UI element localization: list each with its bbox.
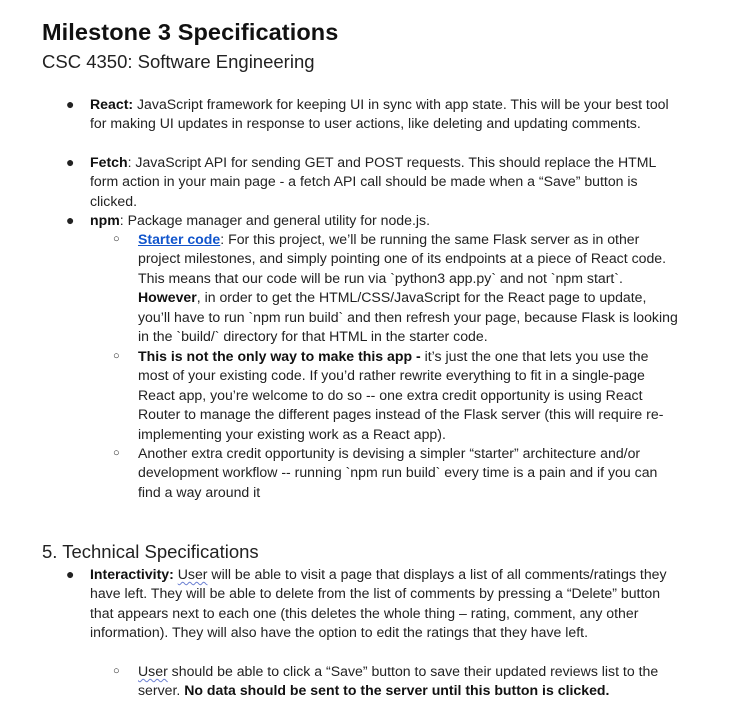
extra-credit-text: Another extra credit opportunity is devising a simpler “starter” architecture and/or development workflow -- running `npm run build` every time is a pain and if you can find a way around it — [138, 445, 658, 500]
not-only-way-text: it’s just the one that lets you use the most of your existing code. If you’d rather rewrite everything to fit in a single-page React app, you’re welcome to do so -- one extra credit opportunity is using React Router to manage the different pages instead of the Flask server (this will require re-implementing your existing work as a React app). — [138, 348, 664, 442]
not-only-way-bold: This is not the only way to make this app - — [138, 348, 421, 364]
bullet-circle-icon: ○ — [113, 233, 120, 245]
starter-text-1: : For this project, we’ll be running the same Flask server as in other project milestones, and simply pointing one of its endpoints at a piece of React code. This means that our code will be run via `python3 app.py` and not `npm start`. — [138, 231, 667, 286]
starter-code-link[interactable]: Starter code — [138, 231, 221, 247]
term-react: React: — [90, 96, 134, 112]
sublist-item-starter-code — [113, 230, 678, 346]
save-text: should be able to click a “Save” button to save their updated reviews list to the server. — [138, 663, 659, 699]
sublist-item-not-only-way — [113, 347, 678, 444]
bullet-disc-icon: ● — [66, 96, 75, 112]
bullet-circle-icon: ○ — [113, 447, 120, 459]
save-bold: No data should be sent to the server until this button is clicked. — [184, 682, 610, 699]
interactivity-text: will be able to visit a page that displays a list of all comments/ratings they have left. They will be able to delete from the list of comments by pressing a “Delete” button that appears next to each one (this deletes the whole thing – rating, comment, any other information). They will also have the option to edit the ratings that they have left. — [90, 566, 667, 641]
term-interactivity: Interactivity: — [90, 566, 174, 582]
list-item-react — [66, 95, 680, 134]
bullet-circle-icon: ○ — [113, 665, 120, 677]
list-item-interactivity — [66, 565, 680, 643]
term-npm: npm — [90, 212, 120, 228]
list-item-fetch — [66, 153, 680, 211]
npm-description: : Package manager and general utility for node.js. — [119, 212, 430, 228]
however-bold: However — [138, 289, 197, 306]
bullet-circle-icon: ○ — [113, 350, 120, 362]
user-word: User — [177, 566, 208, 582]
bullet-disc-icon: ● — [66, 154, 75, 170]
section-heading: 5. Technical Specifications — [42, 541, 259, 562]
term-fetch: Fetch — [90, 154, 128, 170]
course-subtitle: CSC 4350: Software Engineering — [42, 51, 315, 72]
react-description: JavaScript framework for keeping UI in sync with app state. This will be your best tool for making UI updates in response to user actions, like deleting and updating comments. — [90, 96, 669, 132]
list-item-npm — [66, 211, 680, 230]
sublist-item-save — [113, 662, 678, 701]
sublist-item-extra-credit — [113, 444, 678, 502]
bullet-disc-icon: ● — [66, 212, 75, 228]
bullet-disc-icon: ● — [66, 566, 75, 582]
starter-text-2: , in order to get the HTML/CSS/JavaScript for the React page to update, you’ll have to run `npm run build` and then refresh your page, because Flask is looking in the `build/` directory for that HTML in the starter code. — [138, 289, 678, 345]
document-title: Milestone 3 Specifications — [42, 19, 339, 45]
fetch-description: : JavaScript API for sending GET and POST requests. This should replace the HTML form action in your main page - a fetch API call should be made when a “Save” button is clicked. — [90, 154, 656, 209]
user-word: User — [138, 663, 168, 679]
